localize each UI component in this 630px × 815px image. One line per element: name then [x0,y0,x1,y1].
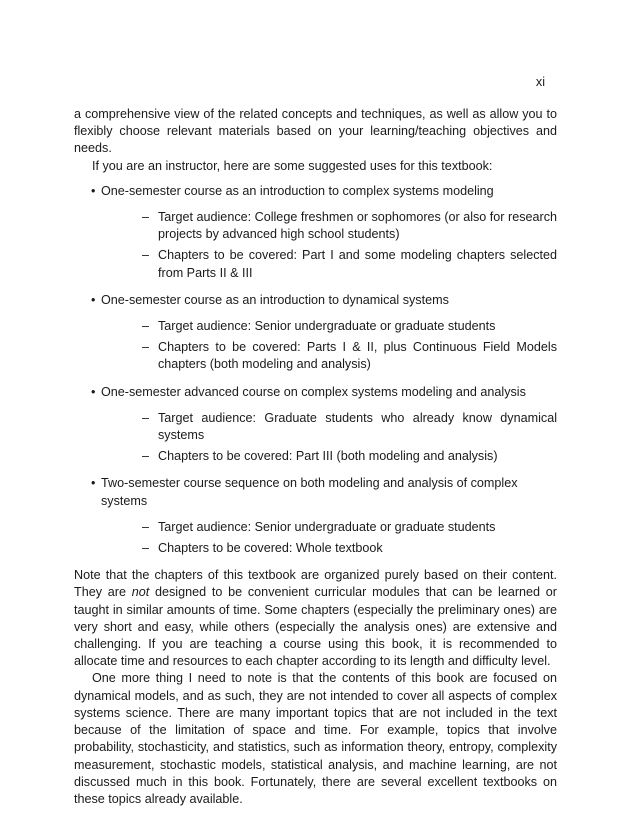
page-number: xi [535,75,545,89]
course-title: One-semester advanced course on complex systems modeling and analysis [101,384,526,399]
detail-item [101,339,557,373]
dash-icon: – [142,410,150,425]
dash-icon: – [142,210,150,225]
detail-item [101,209,557,243]
detail-item [101,448,557,465]
detail-item [101,410,557,444]
course-details [101,209,557,282]
course-item [74,475,557,557]
instructor-intro: If you are an instructor, here are some suggested uses for this textbook: [92,158,493,173]
dash-icon: – [142,319,150,334]
detail-item [101,540,557,557]
dash-icon: – [142,248,150,263]
note-emphasis: not [131,585,150,600]
dash-icon: – [142,519,150,534]
closing-paragraph: One more thing I need to note is that the contents of this book are focused on dynamical models, and as such, they are not intended to cover all aspects of complex systems science. There are many important topics that are not included in the text because of the limitation of space and time. For example, topics that involve probability, stochasticity, and statistics, such as information theory, entropy, complexity measurement, stochastic models, statistical analysis, and machine learning, are not discussed much in this book. Fortunately, there are several excellent textbooks on these topics already available. [74,671,557,806]
detail-text: Target audience: Graduate students who already know dynamical systems [158,410,557,443]
bullet-icon: • [91,384,96,399]
detail-item [101,519,557,536]
note-text-end: designed to be convenient curricular modules that can be learned or taught in similar amounts of time. Some chapters (especially the preliminary ones) are very short and easy, while others (especially the analysis ones) are extensive and challenging. If you are teaching a course using this book, it is recommended to allocate time and resources to each chapter according to its length and difficulty level. [74,585,557,669]
detail-text: Chapters to be covered: Parts I & II, plus Continuous Field Models chapters (both modeling and analysis) [158,340,557,372]
course-item [74,292,557,374]
intro-continuation: a comprehensive view of the related concepts and techniques, as well as allow you to flexibly choose relevant materials based on your learning/teaching objectives and needs. [74,107,557,156]
course-item [74,183,557,282]
bullet-icon: • [91,292,96,307]
detail-text: Target audience: Senior undergraduate or graduate students [158,319,496,334]
detail-text: Chapters to be covered: Whole textbook [158,541,383,556]
detail-text: Target audience: College freshmen or sophomores (or also for research projects by advanced high school students) [158,210,558,242]
course-title: Two-semester course sequence on both modeling and analysis of complex systems [101,476,518,508]
detail-item [101,318,557,335]
dash-icon: – [142,541,150,556]
detail-text: Chapters to be covered: Part III (both modeling and analysis) [158,449,498,464]
dash-icon: – [142,340,150,355]
detail-item [101,247,557,281]
course-item [74,384,557,466]
page-content [74,106,557,808]
note-paragraph [74,567,557,670]
course-title: One-semester course as an introduction to complex systems modeling [101,183,494,198]
course-title: One-semester course as an introduction to dynamical systems [101,292,449,307]
bullet-icon: • [91,476,96,491]
course-details [101,318,557,374]
note-text-start: Note that the chapters of this textbook are organized purely based on their content. They are [74,568,557,600]
dash-icon: – [142,449,150,464]
course-details [101,410,557,466]
bullet-icon: • [91,183,96,198]
detail-text: Chapters to be covered: Part I and some modeling chapters selected from Parts II & III [158,248,557,280]
detail-text: Target audience: Senior undergraduate or graduate students [158,519,496,534]
course-list [74,183,557,557]
course-details [101,519,557,557]
